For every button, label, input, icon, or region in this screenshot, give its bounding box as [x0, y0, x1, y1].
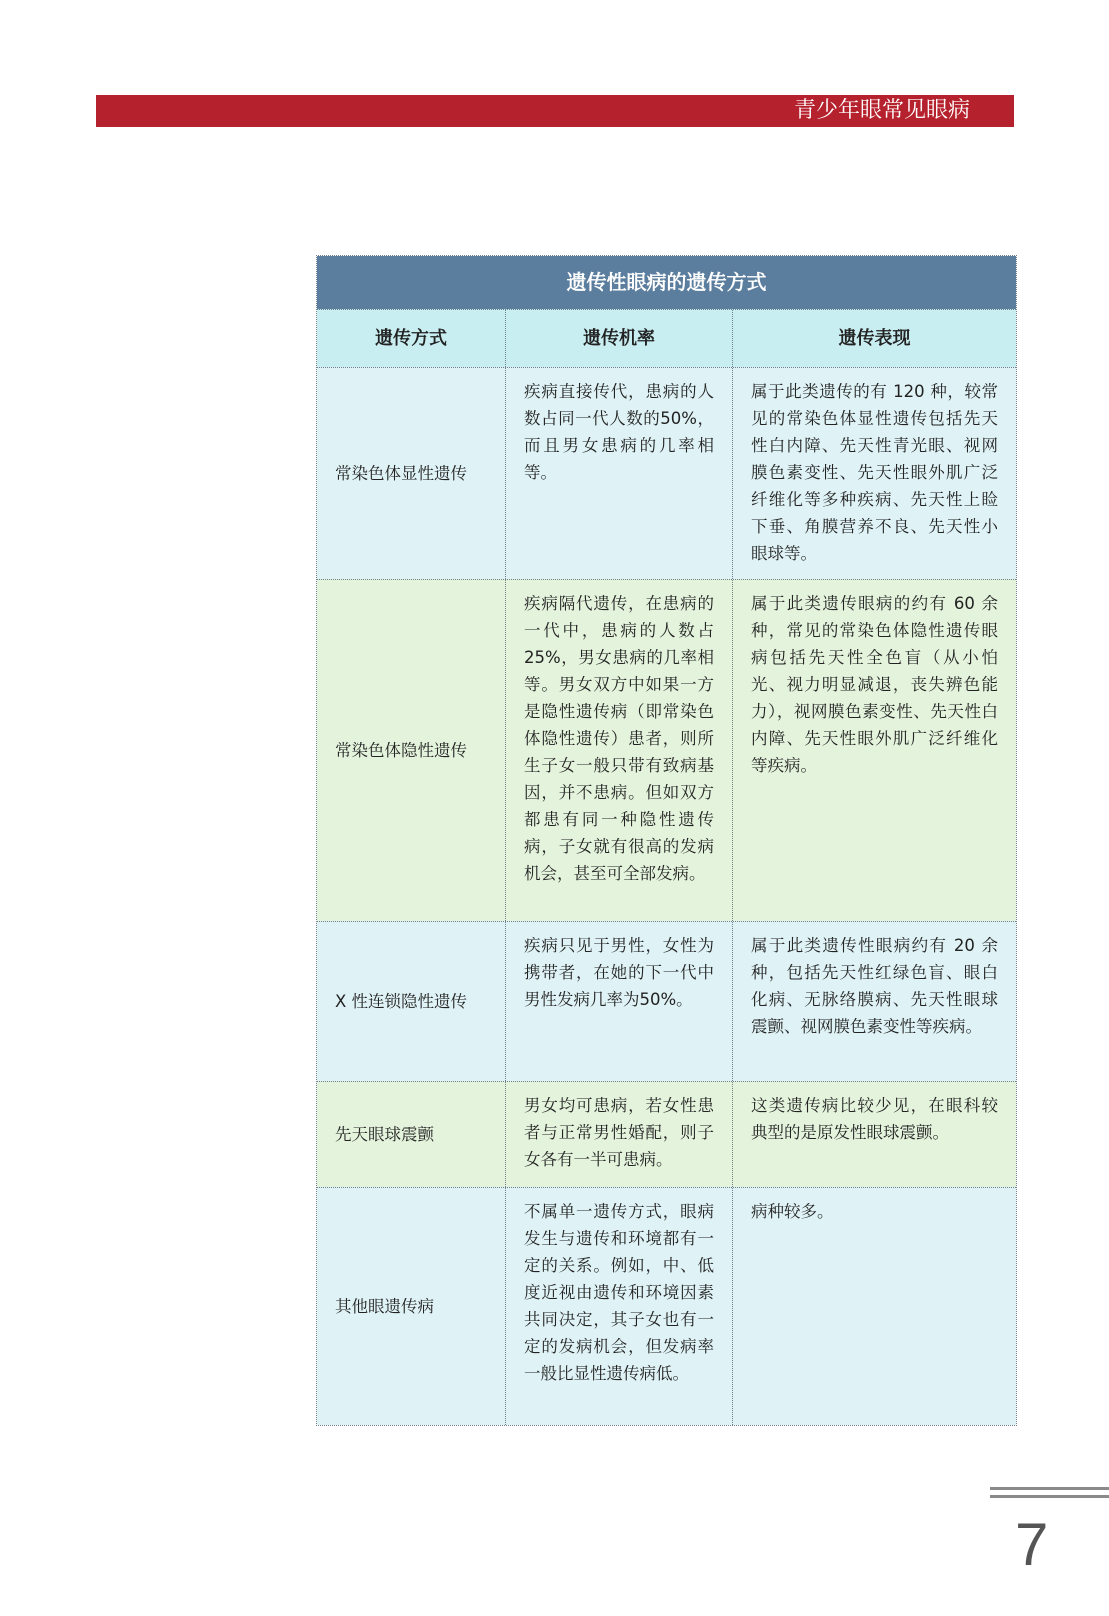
row-manifestation-cell: 属于此类遗传眼病的约有 60 余种，常见的常染色体隐性遗传眼病包括先天性全色盲（从小怕光、视力明显减退，丧失辨色能力），视网膜色素变性、先天性白内障、先天性眼外肌广泛纤维化等疾病。: [751, 594, 998, 775]
column-header-probability: 遗传机率: [506, 310, 733, 367]
inheritance-table: [316, 255, 1017, 1426]
row-manifestation-cell: 这类遗传病比较少见，在眼科较典型的是原发性眼球震颤。: [751, 1096, 998, 1142]
table-row: [317, 367, 1016, 579]
page-number-rule-top: [990, 1487, 1109, 1490]
row-probability-cell: 疾病只见于男性，女性为携带者，在她的下一代中男性发病几率为50%。: [506, 922, 733, 1081]
row-mode-cell: 常染色体隐性遗传: [317, 580, 506, 921]
page-number-rule-bottom: [990, 1495, 1109, 1498]
row-probability-cell: 疾病直接传代，患病的人数占同一代人数的50%，而且男女患病的几率相等。: [506, 368, 733, 579]
column-header-manifestation: 遗传表现: [838, 328, 911, 349]
row-mode-cell: 常染色体显性遗传: [317, 368, 506, 579]
row-probability-cell: 疾病隔代遗传，在患病的一代中，患病的人数占 25%，男女患病的几率相等。男女双方中如果一方是隐性遗传病（即常染色体隐性遗传）患者，则所生子女一般只带有致病基因，并不患病。但如双方都患有同一种隐性遗传病，子女就有很高的发病机会，甚至可全部发病。: [506, 580, 733, 921]
row-manifestation-cell: 属于此类遗传性眼病约有 20 余种，包括先天性红绿色盲、眼白化病、无脉络膜病、先天性眼球震颤、视网膜色素变性等疾病。: [751, 936, 998, 1036]
table-title: 遗传性眼病的遗传方式: [317, 256, 1016, 309]
table-row: [317, 1081, 1016, 1187]
table-row: [317, 921, 1016, 1081]
row-mode-cell: 其他眼遗传病: [317, 1188, 506, 1425]
row-manifestation-cell: 属于此类遗传的有 120 种，较常见的常染色体显性遗传包括先天性白内障、先天性青光眼、视网膜色素变性、先天性眼外肌广泛纤维化等多种疾病、先天性上睑下垂、角膜营养不良、先天性小眼球等。: [751, 382, 998, 563]
table-header-row: [317, 309, 1016, 367]
row-mode-cell: 先天眼球震颤: [317, 1082, 506, 1187]
row-manifestation-cell: 病种较多。: [751, 1202, 834, 1221]
row-probability-cell: 不属单一遗传方式，眼病发生与遗传和环境都有一定的关系。例如，中、低度近视由遗传和环境因素共同决定，其子女也有一定的发病机会，但发病率一般比显性遗传病低。: [506, 1188, 733, 1425]
section-banner: 青少年眼常见眼病: [96, 95, 1014, 127]
row-mode-cell: X 性连锁隐性遗传: [317, 922, 506, 1081]
table-row: [317, 579, 1016, 921]
column-header-mode: 遗传方式: [317, 310, 506, 367]
table-row: [317, 1187, 1016, 1425]
page-number: 7: [1015, 1511, 1049, 1578]
row-probability-cell: 男女均可患病，若女性患者与正常男性婚配，则子女各有一半可患病。: [506, 1082, 733, 1187]
